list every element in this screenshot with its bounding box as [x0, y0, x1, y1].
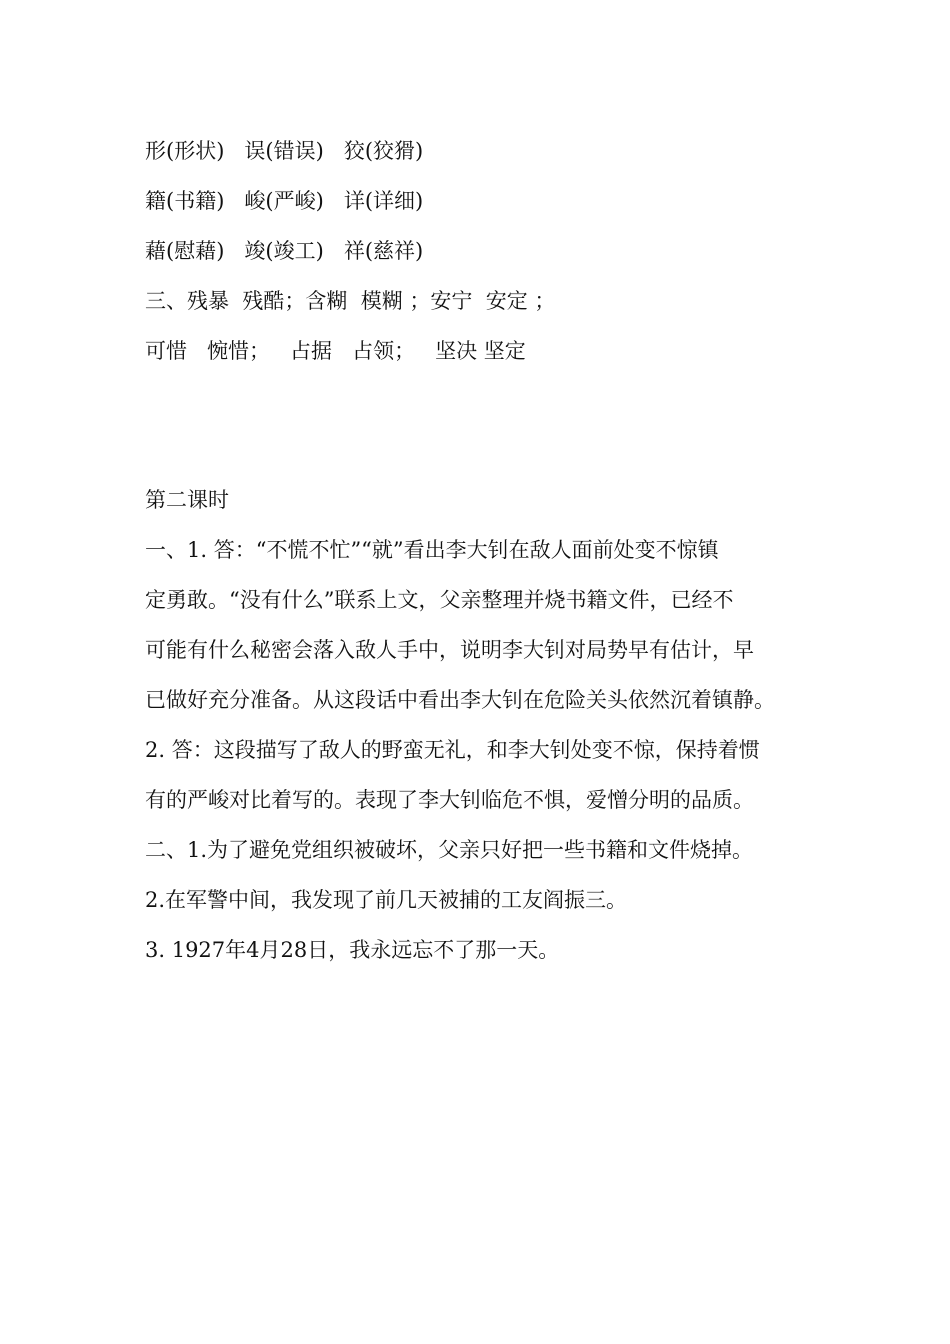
- answer-line-3: 可能有什么秘密会落入敌人手中，说明李大钊对局势早有估计，早: [145, 638, 754, 662]
- answer-line-1: 一、1. 答：“不慌不忙”“就”看出李大钊在敌人面前处变不惊镇: [145, 538, 719, 562]
- char-pair-line-2: 籍(书籍) 峻(严峻) 详(详细): [145, 189, 424, 213]
- word-pair-line-1: 三、残暴 残酷；含糊 模糊 ；安宁 安定 ；: [145, 289, 556, 313]
- answer-line-6: 有的严峻对比着写的。表现了李大钊临危不惧，爱憎分明的品质。: [145, 788, 754, 812]
- answer-line-7: 二、1.为了避免党组织被破坏，父亲只好把一些书籍和文件烧掉。: [145, 838, 754, 862]
- answer-line-4: 已做好充分准备。从这段话中看出李大钊在危险关头依然沉着镇静。: [145, 688, 775, 712]
- answer-line-5: 2. 答：这段描写了敌人的野蛮无礼，和李大钊处变不惊，保持着惯: [145, 738, 760, 762]
- answer-line-2: 定勇敢。“没有什么”联系上文，父亲整理并烧书籍文件，已经不: [145, 588, 734, 612]
- answer-line-9: 3. 1927年4月28日，我永远忘不了那一天。: [145, 938, 560, 962]
- answer-line-8: 2.在军警中间，我发现了前几天被捕的工友阎振三。: [145, 888, 628, 912]
- char-pair-line-3: 藉(慰藉) 竣(竣工) 祥(慈祥): [145, 239, 424, 263]
- lesson-title: 第二课时: [145, 488, 229, 512]
- char-pair-line-1: 形(形状) 误(错误) 狡(狡猾): [145, 139, 424, 163]
- word-pair-line-2: 可惜 惋惜； 占据 占领； 坚决 坚定: [145, 339, 526, 363]
